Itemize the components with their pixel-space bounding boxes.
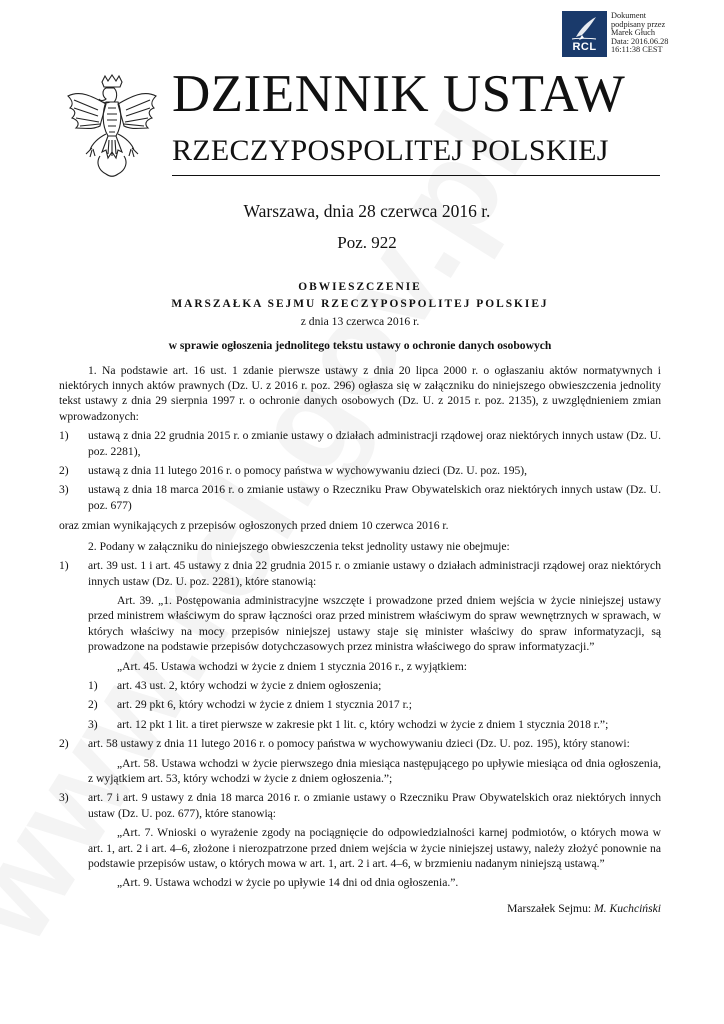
signature-info — [611, 11, 668, 57]
signature-line: Dokument — [611, 11, 647, 20]
paragraph-2: 2. Podany w załączniku do niniejszego obwieszczenia tekst jednolity ustawy nie obejmuje: — [88, 539, 510, 553]
list-number: 2) — [88, 698, 98, 712]
journal-subtitle: RZECZYPOSPOLITEJ POLSKIEJ — [172, 134, 609, 167]
list-number: 3) — [88, 717, 98, 731]
after-list-note: oraz zmian wynikających z przepisów ogłoszonych przed dniem 10 czerwca 2016 r. — [59, 519, 449, 533]
exclusion-item-2 — [59, 736, 661, 751]
journal-title: DZIENNIK USTAW — [172, 65, 626, 123]
list-text: ustawą z dnia 22 grudnia 2015 r. o zmianie ustawy o działach administracji rządowej oraz niektórych innych ustaw (Dz. U. poz. 2281), — [88, 429, 661, 458]
place-date: Warszawa, dnia 28 czerwca 2016 r. — [243, 201, 491, 221]
polish-eagle-emblem-icon — [62, 74, 162, 178]
paragraph-1: 1. Na podstawie art. 16 ust. 1 zdanie pierwsze ustawy z dnia 20 lipca 2000 r. o ogłaszaniu aktów normatywnych i niektórych innych aktów prawnych (Dz. U. z 2016 r. poz. 296) ogłasza się w załączniku do niniejszego obwieszczenia jednolity tekst ustawy z dnia 29 sierpnia 1997 r. o ochronie danych osobowych (Dz. U. z 2015 r. poz. 2135), z uwzględnieniem zmian wprowadzonych: — [59, 363, 661, 423]
sub-list-item — [88, 678, 661, 693]
signer-role: Marszałek Sejmu: — [507, 901, 592, 915]
sub-list-item — [88, 697, 661, 712]
signature-line: Marek Głuch — [611, 28, 656, 38]
list-text: art. 43 ust. 2, który wchodzi w życie z dniem ogłoszenia; — [117, 678, 382, 692]
list-number: 1) — [59, 559, 69, 573]
list-text: ustawą z dnia 11 lutego 2016 r. o pomocy państwa w wychowywaniu dzieci (Dz. U. poz. 195), — [88, 464, 528, 478]
document-body — [59, 280, 661, 916]
signer-name: M. Kuchciński — [594, 901, 661, 915]
quote-art-7: „Art. 7. Wnioski o wyrażenie zgody na pociągnięcie do odpowiedzialności karnej podmiotów, o których mowa w art. 1, art. 2 i art. 4–6, złożone i nierozpatrzone przed dniem wejścia w życie niniejszej ustawy, należy złożyć ponownie na podstawie przepisów ustaw, o których mowa w art. 1, art. 2 i art. 4–6, w brzmieniu nadanym niniejszą ustawą.” — [88, 826, 661, 870]
signature-line: Data: 2016.06.28 — [611, 36, 669, 46]
list-number: 1) — [59, 429, 69, 443]
document-issuer: MARSZAŁKA SEJMU RZECZYPOSPOLITEJ POLSKIEJ — [171, 298, 549, 311]
list-number: 1) — [88, 678, 98, 692]
list-text: art. 29 pkt 6, który wchodzi w życie z dniem 1 stycznia 2017 r.; — [117, 698, 412, 712]
exclusion-item-3 — [59, 790, 661, 821]
quote-art-39: Art. 39. „1. Postępowania administracyjne wszczęte i prowadzone przed dniem wejścia w życie niniejszej ustawy przed ministrem właściwym do spraw łączności oraz przed ministrem właściwym do spraw wewnętrznych w sprawach, w których właściwy na mocy przepisów niniejszej ustawy staje się minister właściwy do spraw informatyzacji, są prowadzone na podstawie przepisów dotychczasowych przez ministra właściwego do spraw informatyzacji.” — [88, 593, 661, 654]
document-type: OBWIESZCZENIE — [298, 281, 422, 293]
quote-art-45: „Art. 45. Ustawa wchodzi w życie z dniem 1 stycznia 2016 r., z wyjątkiem: — [117, 659, 467, 673]
list-item — [59, 482, 661, 513]
signature-line — [59, 901, 661, 916]
list-number: 2) — [59, 464, 69, 478]
rcl-logo-text: RCL — [572, 41, 597, 53]
list-item — [59, 428, 661, 459]
position-number: Poz. 922 — [337, 233, 397, 252]
list-number: 3) — [59, 483, 69, 497]
list-text: ustawą z dnia 18 marca 2016 r. o zmianie ustawy o Rzeczniku Praw Obywatelskich oraz niektórych innych ustaw (Dz. U. poz. 677) — [88, 483, 661, 512]
list-text: art. 7 i art. 9 ustawy z dnia 18 marca 2016 r. o zmianie ustawy o Rzeczniku Praw Obywatelskich oraz niektórych innych ustaw (Dz. U. poz. 677), które stanowią: — [88, 791, 661, 820]
header-divider — [172, 175, 660, 176]
list-text: art. 12 pkt 1 lit. a tiret pierwsze w zakresie pkt 1 lit. c, który wchodzi w życie z dniem 1 stycznia 2018 r.”; — [117, 717, 609, 731]
list-number: 3) — [59, 791, 69, 805]
document-subject: w sprawie ogłoszenia jednolitego tekstu ustawy o ochronie danych osobowych — [168, 339, 552, 353]
rcl-logo-icon — [562, 11, 607, 57]
exclusion-item-1 — [59, 558, 661, 589]
signature-line: podpisany przez — [611, 19, 666, 29]
signature-line: 16:11:38 CEST — [611, 45, 663, 55]
list-text: art. 39 ust. 1 i art. 45 ustawy z dnia 22 grudnia 2015 r. o zmianie ustawy o działach administracji rządowej oraz niektórych innych ustaw (Dz. U. poz. 2281), które stanowią: — [88, 559, 661, 588]
signature-stamp — [562, 11, 702, 57]
quote-art-9: „Art. 9. Ustawa wchodzi w życie po upływie 14 dni od dnia ogłoszenia.”. — [117, 876, 459, 890]
sub-list-item — [88, 717, 661, 732]
quote-art-58: „Art. 58. Ustawa wchodzi w życie pierwszego dnia miesiąca następującego po upływie miesiąca od dnia ogłoszenia, z wyjątkiem art. 53, który wchodzi w życie z dniem ogłoszenia.”; — [88, 756, 661, 785]
list-text: art. 58 ustawy z dnia 11 lutego 2016 r. o pomocy państwa w wychowywaniu dzieci (Dz. U. poz. 195), który stanowi: — [88, 737, 630, 751]
list-item — [59, 463, 661, 478]
document-date: z dnia 13 czerwca 2016 r. — [300, 314, 420, 328]
list-number: 2) — [59, 737, 69, 751]
